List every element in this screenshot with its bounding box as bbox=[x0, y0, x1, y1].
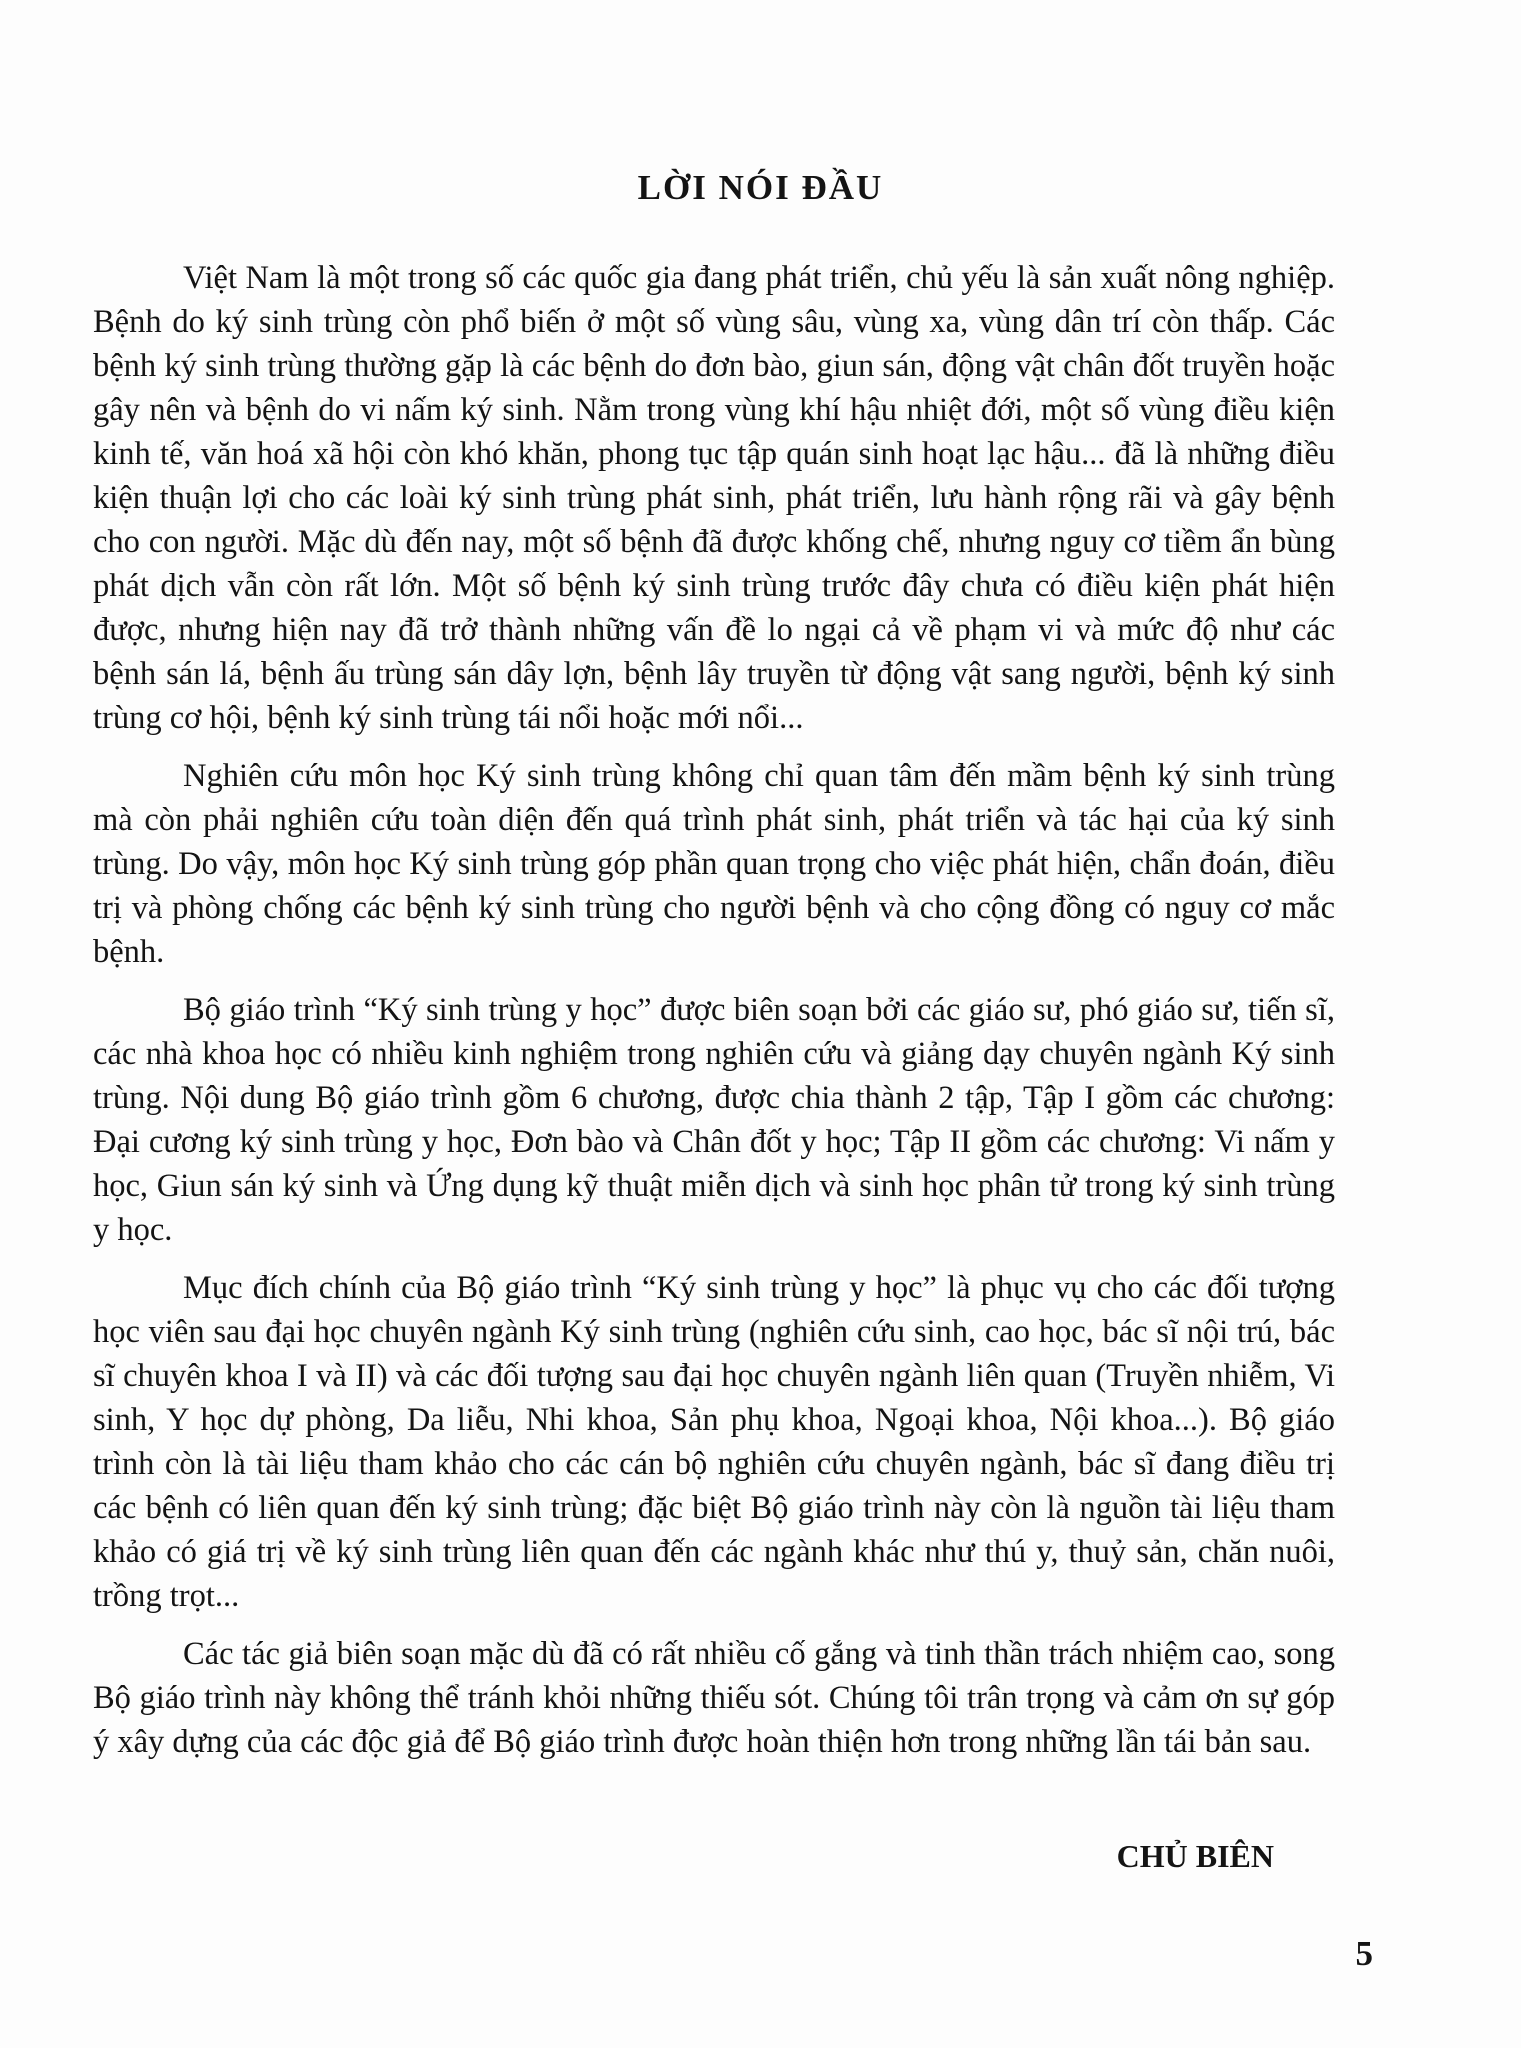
paragraph-4: Mục đích chính của Bộ giáo trình “Ký sinh trùng y học” là phục vụ cho các đối tượng học viên sau đại học chuyên ngành Ký sinh trùng (nghiên cứu sinh, cao học, bác sĩ nội trú, bác sĩ chuyên khoa I và II) và các đối tượng sau đại học chuyên ngành liên quan (Truyền nhiễm, Vi sinh, Y học dự phòng, Da liễu, Nhi khoa, Sản phụ khoa, Ngoại khoa, Nội khoa...). Bộ giáo trình còn là tài liệu tham khảo cho các cán bộ nghiên cứu chuyên ngành, bác sĩ đang điều trị các bệnh có liên quan đến ký sinh trùng; đặc biệt Bộ giáo trình này còn là nguồn tài liệu tham khảo có giá trị về ký sinh trùng liên quan đến các ngành khác như thú y, thuỷ sản, chăn nuôi, trồng trọt... bbox=[93, 1270, 1335, 1614]
document-body bbox=[93, 256, 1335, 1778]
paragraph-3: Bộ giáo trình “Ký sinh trùng y học” được biên soạn bởi các giáo sư, phó giáo sư, tiến sĩ, các nhà khoa học có nhiều kinh nghiệm trong nghiên cứu và giảng dạy chuyên ngành Ký sinh trùng. Nội dung Bộ giáo trình gồm 6 chương, được chia thành 2 tập, Tập I gồm các chương: Đại cương ký sinh trùng y học, Đơn bào và Chân đốt y học; Tập II gồm các chương: Vi nấm y học, Giun sán ký sinh và Ứng dụng kỹ thuật miễn dịch và sinh học phân tử trong ký sinh trùng y học. bbox=[93, 992, 1335, 1248]
paragraph-2: Nghiên cứu môn học Ký sinh trùng không chỉ quan tâm đến mầm bệnh ký sinh trùng mà còn phải nghiên cứu toàn diện đến quá trình phát sinh, phát triển và tác hại của ký sinh trùng. Do vậy, môn học Ký sinh trùng góp phần quan trọng cho việc phát hiện, chẩn đoán, điều trị và phòng chống các bệnh ký sinh trùng cho người bệnh và cho cộng đồng có nguy cơ mắc bệnh. bbox=[93, 758, 1335, 970]
paragraph-1: Việt Nam là một trong số các quốc gia đang phát triển, chủ yếu là sản xuất nông nghiệp. Bệnh do ký sinh trùng còn phổ biến ở một số vùng sâu, vùng xa, vùng dân trí còn thấp. Các bệnh ký sinh trùng thường gặp là các bệnh do đơn bào, giun sán, động vật chân đốt truyền hoặc gây nên và bệnh do vi nấm ký sinh. Nằm trong vùng khí hậu nhiệt đới, một số vùng điều kiện kinh tế, văn hoá xã hội còn khó khăn, phong tục tập quán sinh hoạt lạc hậu... đã là những điều kiện thuận lợi cho các loài ký sinh trùng phát sinh, phát triển, lưu hành rộng rãi và gây bệnh cho con người. Mặc dù đến nay, một số bệnh đã được khống chế, nhưng nguy cơ tiềm ẩn bùng phát dịch vẫn còn rất lớn. Một số bệnh ký sinh trùng trước đây chưa có điều kiện phát hiện được, nhưng hiện nay đã trở thành những vấn đề lo ngại cả về phạm vi và mức độ như các bệnh sán lá, bệnh ấu trùng sán dây lợn, bệnh lây truyền từ động vật sang người, bệnh ký sinh trùng cơ hội, bệnh ký sinh trùng tái nổi hoặc mới nổi... bbox=[93, 260, 1335, 736]
page-number: 5 bbox=[1355, 1934, 1373, 1973]
paragraph-5: Các tác giả biên soạn mặc dù đã có rất nhiều cố gắng và tinh thần trách nhiệm cao, song Bộ giáo trình này không thể tránh khỏi những thiếu sót. Chúng tôi trân trọng và cảm ơn sự góp ý xây dựng của các độc giả để Bộ giáo trình được hoàn thiện hơn trong những lần tái bản sau. bbox=[93, 1636, 1335, 1760]
page-title: LỜI NÓI ĐẦU bbox=[637, 168, 884, 207]
signature: CHỦ BIÊN bbox=[1116, 1838, 1274, 1874]
